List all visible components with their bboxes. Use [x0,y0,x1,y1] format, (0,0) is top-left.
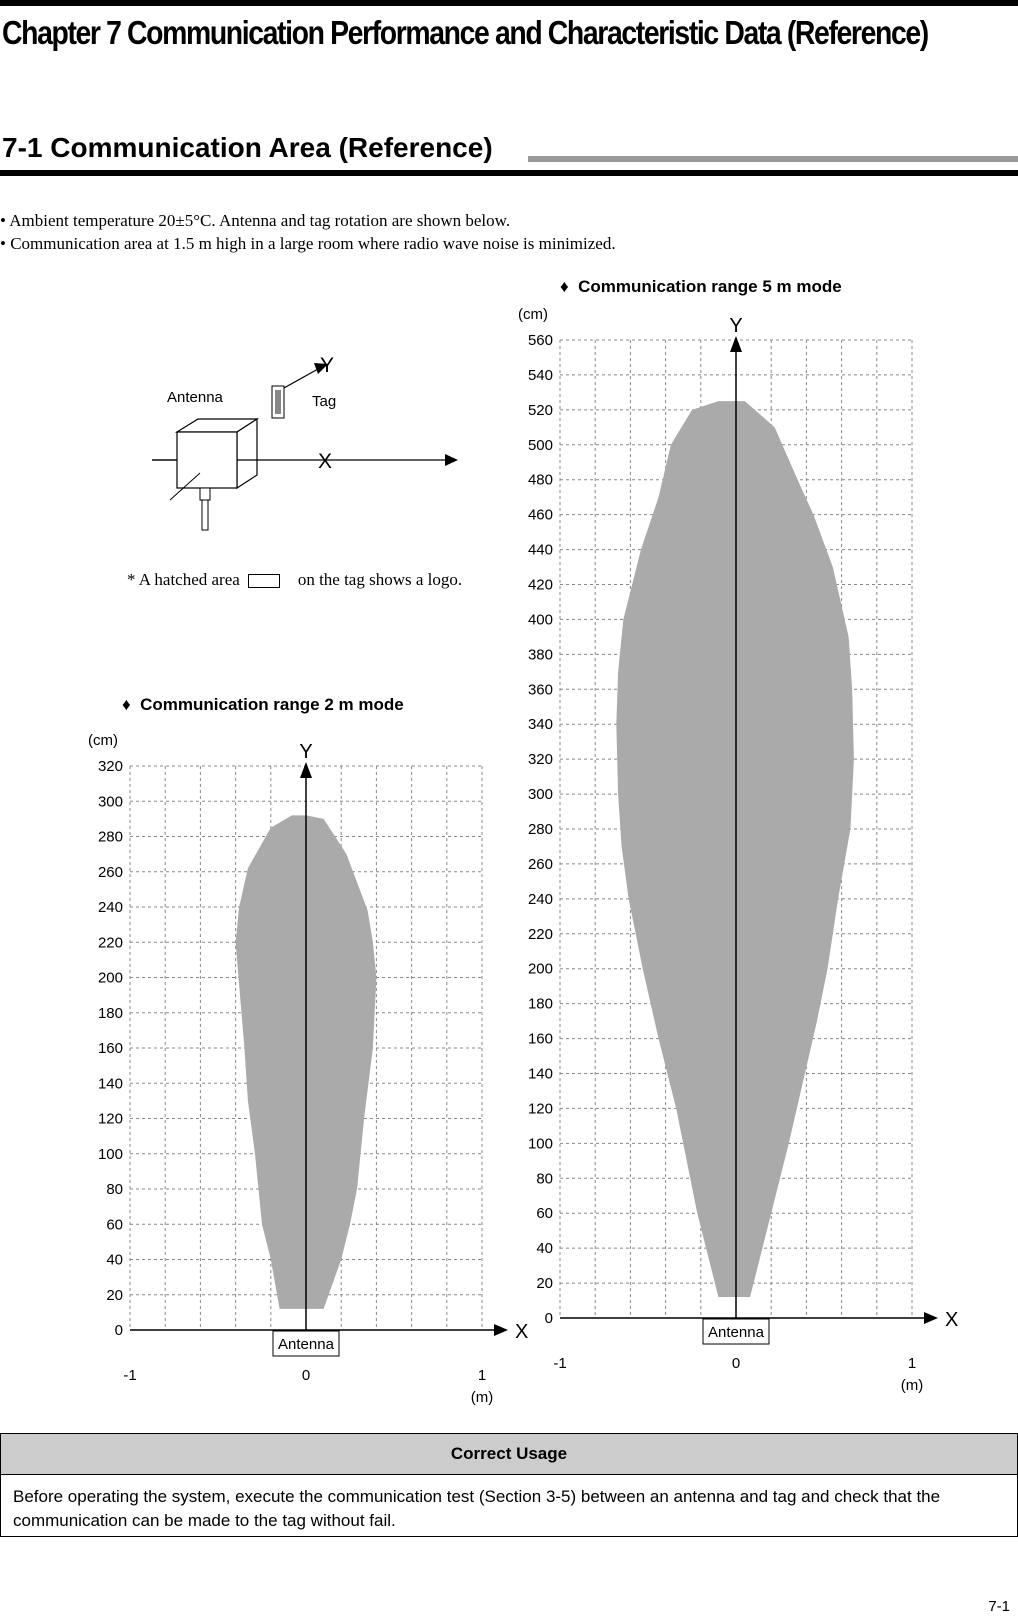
chart-5m-communication-area [616,401,854,1297]
chart-2m-y-tick-label: 220 [97,934,123,952]
chart-2m-y-tick-label: 0 [114,1322,123,1339]
antenna-box-side [237,419,257,488]
chart-5m-y-tick-label: 100 [527,1135,553,1153]
chart-5m-y-tick-label: 200 [527,960,553,978]
chart-5m-y-tick-label: 460 [527,506,553,524]
chart-5m-y-tick-label: 80 [536,1170,553,1188]
chart-5m-y-tick-label: 120 [527,1100,553,1118]
chart-2m-x-unit-label: (m) [470,1389,494,1406]
page-number: 7-1 [988,1598,1010,1615]
chart-2m-y-tick-label: 280 [97,828,123,846]
antenna-cable [202,500,208,530]
chart-5m-y-unit-label: (cm) [518,306,548,323]
correct-usage-text: Before operating the system, execute the communication test (Section 3-5) between an antenna and tag and check that the communication can be made to the tag without fail. [13,1487,941,1530]
chart-2m-title: Communication range 2 m mode [140,695,404,714]
chart-5m-y-tick-label: 440 [527,541,553,559]
chart-2m-antenna-label: Antenna [278,1336,334,1353]
chart-5m-y-tick-label: 240 [527,890,553,908]
antenna-label: Antenna [167,389,223,406]
diagram-x-label: X [318,450,333,473]
section-rule [0,170,1018,176]
chart-5m-y-tick-label: 0 [544,1310,553,1327]
chart-2m-y-tick-label: 120 [97,1110,123,1128]
chart-2m-y-tick-label: 20 [106,1286,123,1304]
chart-2m-y-tick-label: 160 [97,1040,123,1057]
chart-2m-x-tick-label: 0 [301,1367,311,1384]
chart-5m-x-unit-label: (m) [900,1377,924,1394]
chart-2m-y-unit-label: (cm) [88,732,118,749]
chart-5m-y-tick-label: 160 [527,1030,553,1048]
x-arrowhead [445,454,458,466]
chart-5m-y-tick-label: 320 [527,751,553,769]
chart-2m-y-tick-label: 40 [106,1251,123,1269]
chart-5m-y-tick-label: 480 [527,471,553,489]
chart-2m-x-axis-name: X [515,1321,529,1343]
chart-5m-y-tick-label: 500 [527,436,553,454]
chart-5m-y-tick-label: 380 [527,646,553,664]
logo-note-suffix: on the tag shows a logo. [297,570,463,589]
chart-5m-y-tick-label: 60 [536,1205,553,1223]
chart-2m-y-tick-label: 240 [97,899,123,916]
chart-2m-y-tick-label: 300 [97,793,123,811]
chapter-title: Chapter 7 Communication Performance and Characteristic Data (Reference) [2,14,928,51]
chart-2m-mode [80,730,529,1410]
section-title: 7-1 Communication Area (Reference) [2,132,493,163]
chart-2m-y-tick-label: 80 [106,1181,123,1198]
bullet-environment: • Communication area at 1.5 m high in a large room where radio wave noise is minimized. [0,234,616,253]
chart-2m-y-tick-label: 180 [97,1004,123,1022]
logo-note [127,570,462,590]
bullet-temperature: • Ambient temperature 20±5°C. Antenna and tag rotation are shown below. [0,211,511,230]
chart-5m-y-tick-label: 520 [527,401,553,419]
chart-5m-y-tick-label: 340 [527,716,553,734]
correct-usage-heading: Correct Usage [1,1434,1017,1475]
chart-5m-y-tick-label: 300 [527,786,553,804]
chart-2m-y-axis-name: Y [299,741,313,763]
chart-5m-x-tick-label: 1 [907,1355,917,1372]
chart-2m-x-arrowhead [494,1324,508,1336]
chart-5m-y-tick-label: 540 [527,366,553,384]
chart-5m-y-tick-label: 20 [536,1275,553,1293]
chart-5m-y-tick-label: 360 [527,681,553,699]
diamond-bullet-icon: ♦ [122,695,131,714]
antenna-box-front [177,432,237,488]
correct-usage-box [0,1433,1018,1537]
chart-2m-y-tick-label: 140 [97,1075,123,1093]
chart-5m-title: Communication range 5 m mode [578,277,842,296]
chart-5m-x-tick-label: 0 [731,1355,741,1372]
chart-2m-y-arrowhead [300,762,312,778]
chart-5m-y-tick-label: 400 [527,611,553,629]
chart-5m-y-tick-label: 260 [527,855,553,873]
chart-5m-x-axis-name: X [945,1309,959,1331]
diagram-y-label: Y [320,354,335,377]
chart-5m-y-axis-name: Y [729,315,743,337]
chart-5m-y-tick-label: 280 [527,821,553,838]
chart-5m-mode [510,306,959,1410]
chart-5m-y-tick-label: 420 [527,576,553,594]
chart-2m-y-tick-label: 260 [97,863,123,881]
logo-note-prefix: * A hatched area [127,570,240,589]
chart-2m-x-tick-label: -1 [123,1367,137,1384]
top-rule [0,0,1018,6]
tag-logo-hatch [275,390,281,414]
chart-5m-y-tick-label: 560 [527,332,553,349]
chart-2m-x-tick-label: 1 [477,1367,487,1384]
diamond-bullet-icon: ♦ [560,277,569,296]
chart-2m-y-tick-label: 60 [106,1216,123,1234]
chart-5m-y-tick-label: 220 [527,925,553,943]
chart-2m-y-tick-label: 200 [97,969,123,987]
chart-5m-heading [560,277,842,297]
tag-label: Tag [312,393,337,410]
chart-5m-y-tick-label: 180 [527,995,553,1013]
section-rule-gray [528,156,1018,162]
chart-5m-x-arrowhead [924,1312,938,1324]
chart-2m-y-tick-label: 100 [97,1145,123,1163]
chart-5m-y-tick-label: 40 [536,1240,553,1258]
chart-5m-y-tick-label: 140 [527,1065,553,1083]
chart-5m-x-tick-label: -1 [553,1355,567,1372]
chart-5m-y-arrowhead [730,336,742,352]
chart-2m-heading [122,695,404,715]
hatched-area-swatch [248,574,280,588]
chart-2m-y-tick-label: 320 [97,758,123,775]
antenna-connector [200,488,210,500]
chart-5m-antenna-label: Antenna [708,1324,764,1341]
